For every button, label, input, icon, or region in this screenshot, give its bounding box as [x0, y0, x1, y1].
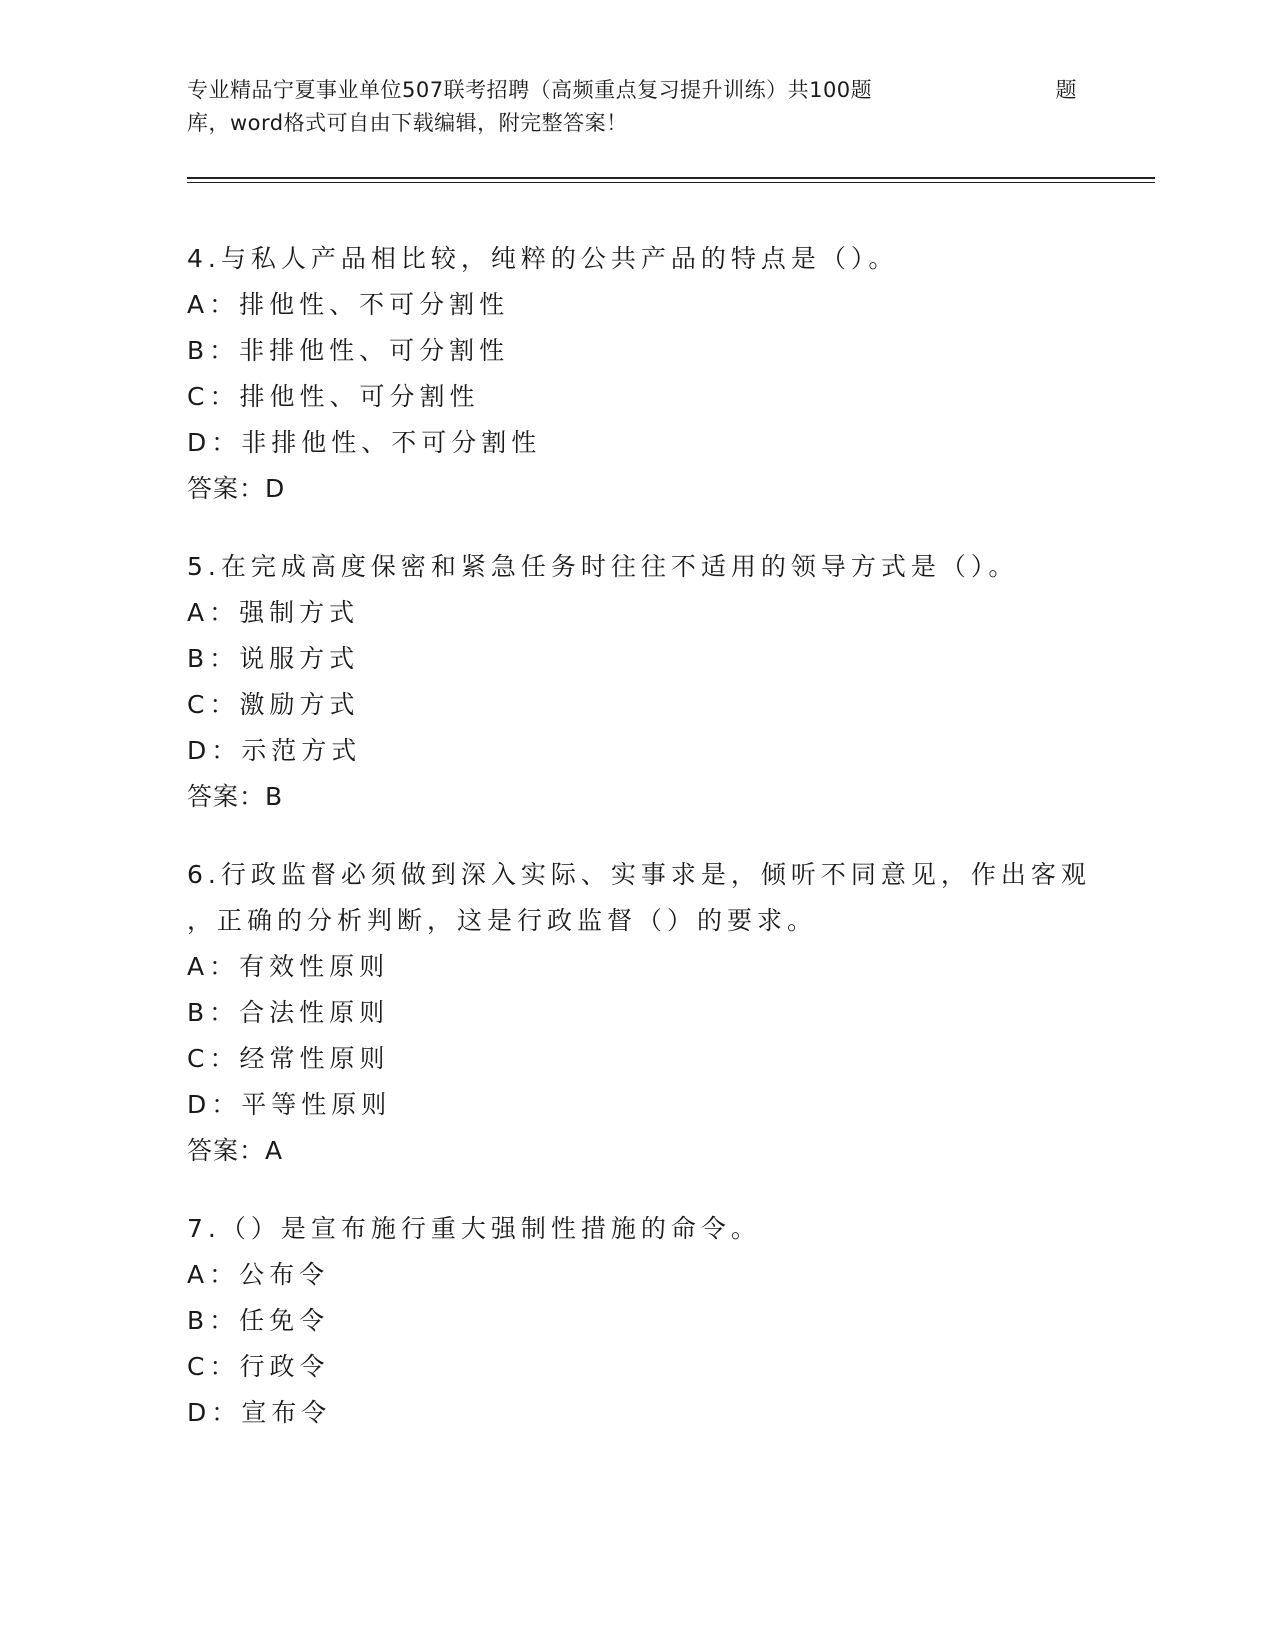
option-c: C：行政令: [187, 1352, 330, 1381]
answer-label: 答案：D: [187, 474, 286, 503]
answer-label: 答案：A: [187, 1136, 284, 1165]
question-4: [187, 236, 1087, 512]
header-title-tail: 题: [1055, 78, 1077, 102]
question-stem: 7.（）是宣布施行重大强制性措施的命令。: [187, 1214, 761, 1243]
question-stem: 6.行政监督必须做到深入实际、实事求是，倾听不同意见，作出客观: [187, 860, 1091, 889]
question-stem: 5.在完成高度保密和紧急任务时往往不适用的领导方式是（）。: [187, 552, 1019, 581]
option-a: A：排他性、不可分割性: [187, 290, 510, 319]
header-line-2: 库，word格式可自由下载编辑，附完整答案！: [187, 111, 628, 135]
question-6: [187, 852, 1091, 1174]
option-a: A：公布令: [187, 1260, 330, 1289]
option-d: D：示范方式: [187, 736, 362, 765]
header-divider-thick: [187, 177, 1155, 179]
option-d: D：平等性原则: [187, 1090, 392, 1119]
answer-label: 答案：B: [187, 782, 284, 811]
question-5: [187, 544, 1087, 820]
option-c: C：激励方式: [187, 690, 360, 719]
option-b: B：任免令: [187, 1306, 330, 1335]
header-title: 专业精品宁夏事业单位507联考招聘（高频重点复习提升训练）共100题: [187, 78, 873, 102]
option-b: B：合法性原则: [187, 998, 390, 1027]
question-stem-continued: ，正确的分析判断，这是行政监督（）的要求。: [187, 906, 818, 935]
option-b: B：说服方式: [187, 644, 360, 673]
question-7: [187, 1206, 1087, 1436]
option-d: D：宣布令: [187, 1398, 332, 1427]
option-a: A：强制方式: [187, 598, 360, 627]
option-b: B：非排他性、可分割性: [187, 336, 510, 365]
header-line-1: [187, 74, 1077, 107]
option-c: C：经常性原则: [187, 1044, 390, 1073]
header-divider-thin: [187, 182, 1155, 183]
option-d: D：非排他性、不可分割性: [187, 428, 542, 457]
option-c: C：排他性、可分割性: [187, 382, 480, 411]
option-a: A：有效性原则: [187, 952, 390, 981]
document-header: [187, 74, 1077, 140]
question-stem: 4.与私人产品相比较，纯粹的公共产品的特点是（）。: [187, 244, 899, 273]
question-list: [187, 236, 1091, 1468]
